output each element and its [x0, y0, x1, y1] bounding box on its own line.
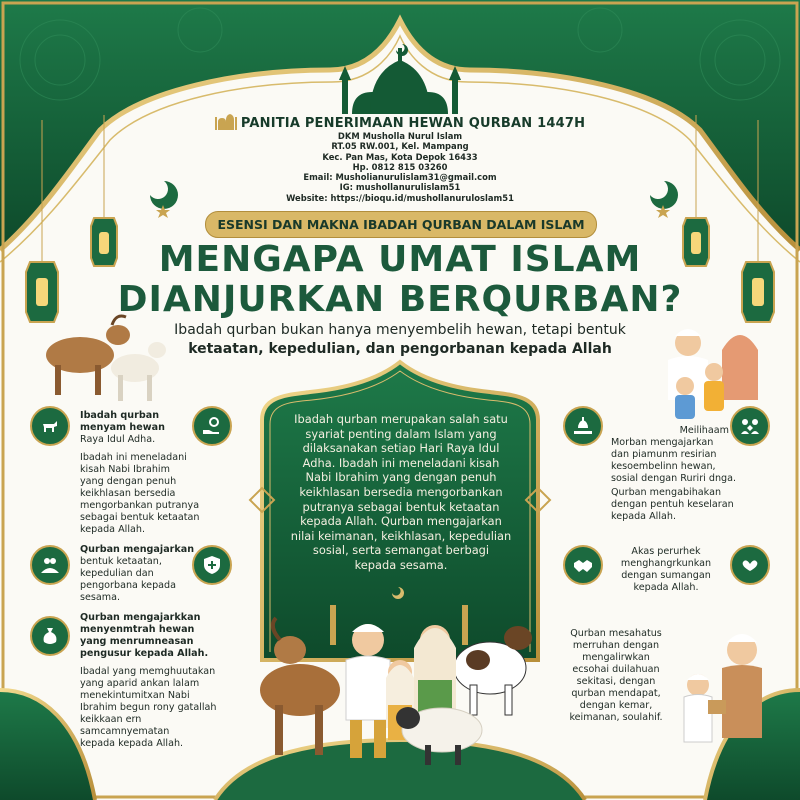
center-line: kepada Allah. Qurban mengajarkan	[300, 514, 502, 529]
item-title	[80, 648, 215, 660]
right-item-4	[560, 628, 672, 724]
center-line: sosial, serta semangat berbagi	[312, 543, 490, 558]
item-line: kepada Allah.	[80, 524, 146, 535]
subtitle	[110, 321, 690, 359]
item-line: Raya Idul Adha.	[80, 434, 156, 445]
item-title	[80, 422, 195, 434]
left-item-5	[80, 666, 230, 750]
item-line: yang aparid ankan lalam	[80, 678, 200, 689]
item-line: kepada Allah.	[633, 582, 699, 593]
center-line: keikhlasan bersedia mengorbankan	[299, 484, 503, 499]
item-line: mengalirwkan	[582, 652, 650, 663]
handshake-icon	[563, 545, 603, 585]
mosque-logo-icon	[215, 114, 237, 130]
left-item-3	[80, 544, 195, 604]
item-line: dan piamunm resirian	[611, 449, 717, 460]
topic-banner: ESENSI DAN MAKNA IBADAH QURBAN DALAM ISLAM	[205, 211, 597, 238]
center-line: syariat penting dalam Islam yang	[305, 426, 497, 441]
item-line: menekintumitxan Nabi	[80, 690, 190, 701]
title-line: MENGAPA UMAT ISLAM	[158, 239, 642, 280]
item-title	[80, 636, 215, 648]
subtitle-emphasis: ketaatan, kepedulian, dan pengorbanan kepada Allah	[188, 341, 612, 357]
left-item-2	[80, 452, 210, 536]
item-title	[80, 410, 195, 422]
item-line: sesama.	[80, 592, 121, 603]
item-line: ecsohai duilahuan	[572, 664, 660, 675]
subtitle-line-bold	[110, 340, 690, 359]
item-title-line: Qurban mengajarkkan	[80, 612, 201, 623]
item-line: dengan pentuh keselaran	[611, 499, 734, 510]
organization-name-text: PANITIA PENERIMAAN HEWAN QURBAN 1447H	[240, 116, 586, 131]
contact-line: Kec. Pan Mas, Kota Depok 16433	[322, 151, 478, 162]
center-line: Adha. Ibadah ini meneladani kisah	[302, 455, 500, 470]
item-title-line: menyenmtrah hewan	[80, 624, 195, 635]
heart-family-icon	[730, 545, 770, 585]
item-title	[80, 624, 215, 636]
item-line: Akas perurhek	[631, 546, 701, 557]
item-line: keikkaan ern samcamnyematan	[80, 714, 170, 737]
organization-name	[150, 114, 650, 131]
center-line: kepada sesama.	[354, 557, 448, 572]
right-item-3	[611, 546, 721, 594]
item-line: merruhan dengan	[572, 640, 660, 651]
item-line: sosial dengan Ruriri dnga.	[611, 473, 737, 484]
header	[150, 114, 650, 203]
item-line: kesoembelinn hewan,	[611, 461, 716, 472]
item-line: Morban mengajarkan	[611, 437, 714, 448]
contact-email: Email: Musholianurulislam31@gmail.com	[303, 172, 497, 183]
item-line: Meilihaam	[679, 425, 729, 436]
sharing-illustration	[684, 634, 762, 742]
shield-plus-icon	[192, 545, 232, 585]
main-title	[60, 240, 740, 320]
item-line: Qurban mesahatus	[570, 628, 662, 639]
family-care-icon	[30, 545, 70, 585]
contact-instagram: IG: mushollanurulislam51	[339, 182, 461, 193]
item-line: Ibadah ini meneladani	[80, 452, 187, 463]
item-line: kepedulian dan	[80, 568, 154, 579]
item-title-line: Qurban mengajarkan	[80, 544, 195, 555]
subtitle-line: Ibadah qurban bukan hanya menyembelih hewan, tetapi bentuk	[174, 322, 626, 338]
item-line: sebagai bentuk ketaatan	[80, 512, 200, 523]
item-line: bentuk ketaatan,	[80, 556, 162, 567]
item-line: sekitasi, dengan	[576, 676, 656, 687]
left-item-4	[80, 612, 215, 660]
item-line: Qurban mengabihakan	[611, 487, 722, 498]
community-icon	[730, 406, 770, 446]
item-line: kisah Nabi Ibrahim	[80, 464, 170, 475]
item-line: qurban mendapat,	[571, 688, 661, 699]
item-line: Ibadal yang memghuutakan	[80, 666, 216, 677]
center-line: Ibadah qurban merupakan salah satu	[294, 412, 508, 426]
item-line: dengan sumangan	[621, 570, 711, 581]
donation-hand-icon	[192, 406, 232, 446]
money-bag-icon	[30, 616, 70, 656]
goat-icon	[30, 406, 70, 446]
left-item-1	[80, 410, 195, 446]
item-line: kepada kepada Allah.	[80, 738, 184, 749]
item-line: keimanan, soulahif.	[569, 712, 663, 723]
item-line: pengorbana kepada	[80, 580, 177, 591]
right-item-2	[611, 487, 741, 523]
contact-phone: Hp. 0812 815 03260	[352, 161, 448, 172]
item-line: menghangrkunkan	[620, 558, 712, 569]
item-title	[80, 544, 195, 556]
item-title-line: pengusur kepada Allah.	[80, 648, 209, 659]
contact-line: RT.05 RW.001, Kel. Mampang	[331, 141, 469, 152]
item-line: mengorbankan putranya	[80, 500, 200, 511]
item-line: keikhlasan bersedia	[80, 488, 176, 499]
item-line: Ibrahim begun rony gatallah	[80, 702, 217, 713]
item-line: dengan kemar,	[579, 700, 653, 711]
title-line: DIANJURKAN BERQURBAN?	[117, 279, 683, 320]
item-line: kepada Allah.	[611, 511, 677, 522]
center-line: Nabi Ibrahim yang dengan penuh	[305, 470, 497, 485]
item-title-line: yang menrumneasan	[80, 636, 194, 647]
center-line: nilai keimanan, keikhlasan, kepedulian	[290, 528, 512, 543]
contact-line: DKM Musholla Nurul Islam	[337, 131, 463, 141]
mosque-hand-icon	[563, 406, 603, 446]
right-item-1	[611, 425, 737, 485]
item-title-line: Ibadah qurban	[80, 410, 160, 421]
item-title	[80, 612, 215, 624]
center-line: dilaksanakan setiap Hari Raya Idul	[302, 441, 500, 456]
contact-website: Website: https://bioqu.id/mushollanuruloslam51	[286, 192, 514, 203]
item-line: yang dengan penuh	[80, 476, 177, 487]
center-panel-text	[262, 412, 540, 573]
center-line: putranya sebagai bentuk ketaatan	[302, 499, 500, 514]
item-title-line: menyam hewan	[80, 422, 165, 433]
